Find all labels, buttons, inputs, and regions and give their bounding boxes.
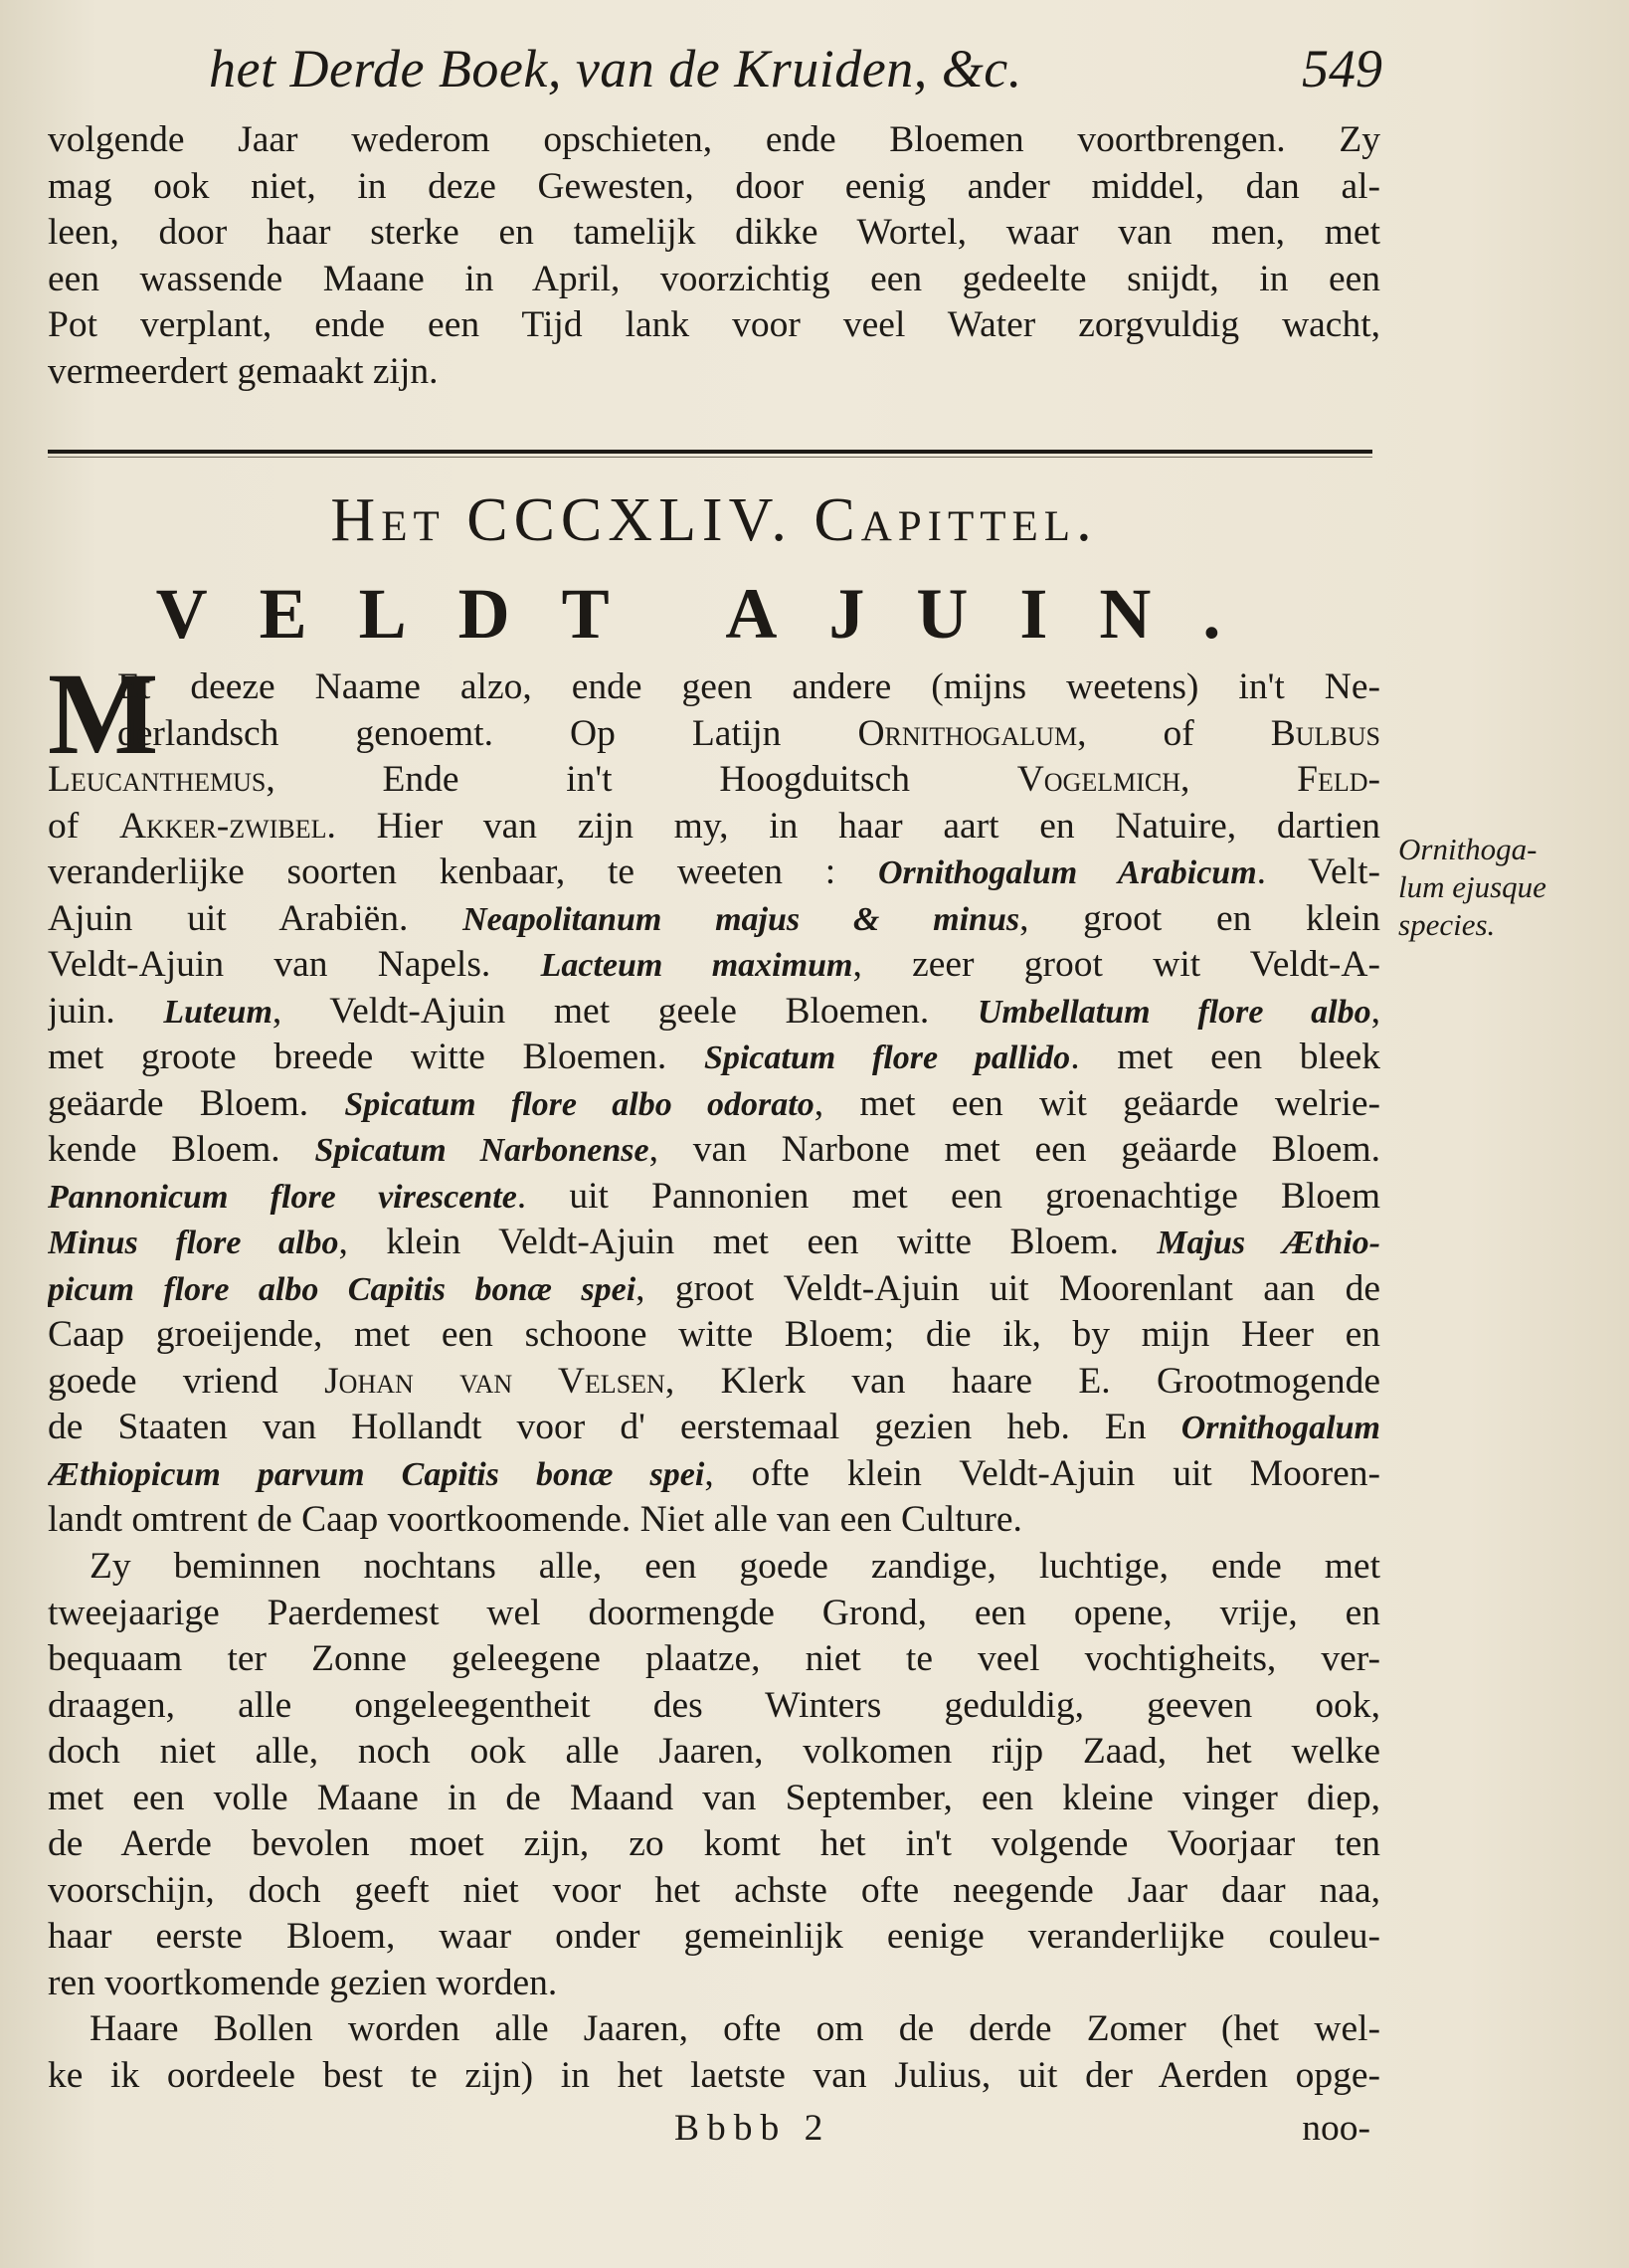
small-caps-term: Vogelmich <box>1016 759 1180 800</box>
catchword: noo- <box>1302 2108 1370 2149</box>
margin-note <box>1398 831 1627 944</box>
small-caps-term: Ornithogalum <box>857 712 1078 754</box>
text-segment: landt omtrent de Caap voortkoomende. Niet alle van een Culture. <box>48 1499 1022 1540</box>
margin-note-line: lum ejusque <box>1398 869 1546 904</box>
text-line <box>48 1405 1380 1451</box>
text-segment: geäarde Bloem. <box>48 1082 345 1124</box>
text-line <box>48 896 1380 943</box>
text-segment: Et deeze Naame alzo, ende geen andere (mijns weetens) in't Ne- <box>117 666 1380 707</box>
text-segment: , Veldt-Ajuin met geele Bloemen. <box>272 990 978 1032</box>
text-line <box>48 1081 1380 1128</box>
text-line <box>48 1497 1380 1544</box>
text-line: draagen, alle ongeleegentheit des Winters geduldig, geeven ook, <box>48 1684 1380 1726</box>
text-line <box>48 711 1380 758</box>
small-caps-term: Leucanthemus <box>48 759 267 800</box>
text-segment: . uit Pannonien met een groenachtige Bloem <box>516 1175 1380 1217</box>
text-line: voorschijn, doch geeft niet voor het achste ofte neegende Jaar daar naa, <box>48 1869 1380 1911</box>
text-segment: , groot Veldt-Ajuin uit Moorenlant aan de <box>635 1267 1380 1309</box>
text-line <box>48 1359 1380 1406</box>
section-rule <box>48 450 1372 454</box>
latin-name: Minus flore albo <box>48 1225 339 1261</box>
text-segment: juin. <box>48 990 164 1032</box>
text-line <box>48 1035 1380 1081</box>
latin-name: Ornithogalum <box>1180 1410 1380 1446</box>
latin-name: Ornithogalum Arabicum <box>877 854 1257 891</box>
text-line: ren voortkomende gezien worden. <box>48 1962 558 2003</box>
text-line: leen, door haar sterke en tamelijk dikke Wortel, waar van men, met <box>48 212 1380 253</box>
latin-name: Luteum <box>163 993 272 1031</box>
small-caps-term: Johan van Velsen <box>324 1360 665 1402</box>
text-segment: goede vriend <box>48 1360 325 1402</box>
text-line <box>48 1127 1380 1174</box>
latin-name: Neapolitanum majus & minus <box>462 900 1020 938</box>
text-line: vermeerdert gemaakt zijn. <box>48 350 439 392</box>
text-segment: , van Narbone met een geäarde Bloem. <box>648 1129 1380 1170</box>
text-segment: . Velt- <box>1256 851 1380 892</box>
signature-mark: Bbbb 2 <box>674 2108 831 2149</box>
latin-name: Spicatum flore albo odorato <box>344 1085 814 1123</box>
text-line: doch niet alle, noch ook alle Jaaren, volkomen rijp Zaad, het welke <box>48 1731 1380 1772</box>
text-line: de Aerde bevolen moet zijn, zo komt het in't volgende Voorjaar ten <box>48 1823 1380 1864</box>
text-segment: . met een bleek <box>1070 1037 1380 1077</box>
text-line: ke ik oordeele best te zijn) in het laetste van Julius, uit der Aerden opge- <box>48 2054 1380 2096</box>
text-line: Haare Bollen worden alle Jaaren, ofte om de derde Zomer (het wel- <box>90 2008 1380 2049</box>
paragraph-cultivation <box>48 1544 1380 2006</box>
text-line <box>48 757 1380 804</box>
latin-name: Æthiopicum parvum Capitis bonæ spei <box>48 1455 705 1493</box>
running-header <box>209 30 1382 109</box>
chapter-title: VELDT AJUIN. <box>155 574 1273 654</box>
text-line <box>48 1312 1380 1359</box>
latin-name: Pannonicum flore virescente <box>48 1178 517 1216</box>
text-segment: Veldt-Ajuin van Napels. <box>48 944 541 985</box>
text-segment: de Staaten van Hollandt voor d' eerstemaal gezien heb. En <box>48 1407 1181 1447</box>
text-segment: , Klerk van haare E. Grootmogende <box>664 1360 1380 1402</box>
small-caps-term: Akker-zwibel <box>118 805 327 847</box>
text-segment: met groote breede witte Bloemen. <box>48 1037 704 1077</box>
text-line: met een volle Maane in de Maand van September, een kleine vinger diep, <box>48 1777 1380 1818</box>
text-line: mag ook niet, in deze Gewesten, door eenig ander middel, dan al- <box>48 165 1380 207</box>
text-segment: , Ende in't Hoogduitsch <box>266 759 1017 800</box>
small-caps-term: Feld- <box>1297 759 1380 800</box>
margin-note-line: species. <box>1398 907 1496 942</box>
text-line: een wassende Maane in April, voorzichtig een gedeelte snijdt, in een <box>48 258 1380 299</box>
text-segment: , ofte klein Veldt-Ajuin uit Mooren- <box>704 1452 1380 1494</box>
text-line: haar eerste Bloem, waar onder gemeinlijk eenige veranderlijke couleu- <box>48 1916 1380 1957</box>
text-line: Pot verplant, ende een Tijd lank voor veel Water zorgvuldig wacht, <box>48 304 1380 345</box>
paragraph-ornithogalum <box>48 649 1380 1544</box>
paragraph-bulbs <box>48 2006 1380 2099</box>
text-line <box>48 1220 1380 1266</box>
text-line <box>48 850 1380 896</box>
text-segment: , <box>1180 759 1298 800</box>
text-segment: veranderlijke soorten kenbaar, te weeten : <box>48 851 878 892</box>
latin-name: Lacteum maximum <box>540 947 853 984</box>
text-segment: , met een wit geäarde welrie- <box>814 1082 1380 1124</box>
small-caps-term: Bulbus <box>1270 712 1380 754</box>
latin-name: Majus Æthio- <box>1157 1225 1380 1261</box>
latin-name: Umbellatum flore albo <box>977 993 1371 1031</box>
drop-cap: M <box>48 649 159 779</box>
latin-name: picum flore albo Capitis bonæ spei <box>48 1270 636 1308</box>
text-segment: , groot en klein <box>1019 897 1380 939</box>
text-segment: Ajuin uit Arabiën. <box>48 897 463 939</box>
text-segment: kende Bloem. <box>48 1129 315 1170</box>
text-line <box>48 1451 1380 1498</box>
text-line <box>48 664 1380 711</box>
chapter-heading: Het CCCXLIV. Capittel. <box>330 486 1098 554</box>
margin-note-line: Ornithoga- <box>1398 832 1538 866</box>
text-line: volgende Jaar wederom opschieten, ende Bloemen voortbrengen. Zy <box>48 119 1380 160</box>
text-segment: . Hier van zijn my, in haar aart en Natuire, dartien <box>326 805 1380 847</box>
top-paragraph <box>48 117 1380 395</box>
text-segment: , <box>1370 990 1380 1032</box>
text-segment: derlandsch genoemt. Op Latijn <box>117 712 858 754</box>
running-title: het Derde Boek, van de Kruiden, &c. <box>209 39 1022 98</box>
text-line <box>48 1266 1380 1313</box>
text-line: Zy beminnen nochtans alle, een goede zandige, luchtige, ende met <box>90 1546 1380 1587</box>
latin-name: Spicatum Narbonense <box>314 1132 649 1169</box>
page-number: 549 <box>1302 39 1382 98</box>
text-line <box>48 989 1380 1036</box>
text-segment: Caap groeijende, met een schoone witte Bloem; die ik, by mijn Heer en <box>48 1314 1380 1355</box>
text-segment: , of <box>1077 712 1271 754</box>
text-line <box>48 942 1380 989</box>
text-segment: , zeer groot wit Veldt-A- <box>852 944 1380 985</box>
page-footer <box>48 2107 1380 2157</box>
text-line <box>48 804 1380 850</box>
text-segment: of <box>48 805 119 847</box>
text-line: tweejaarige Paerdemest wel doormengde Grond, een opene, vrije, en <box>48 1592 1380 1633</box>
latin-name: Spicatum flore pallido <box>703 1040 1071 1076</box>
text-line <box>48 1174 1380 1221</box>
text-line: bequaam ter Zonne geleegene plaatze, niet te veel vochtigheits, ver- <box>48 1638 1380 1679</box>
text-segment: , klein Veldt-Ajuin met een witte Bloem. <box>338 1222 1158 1262</box>
